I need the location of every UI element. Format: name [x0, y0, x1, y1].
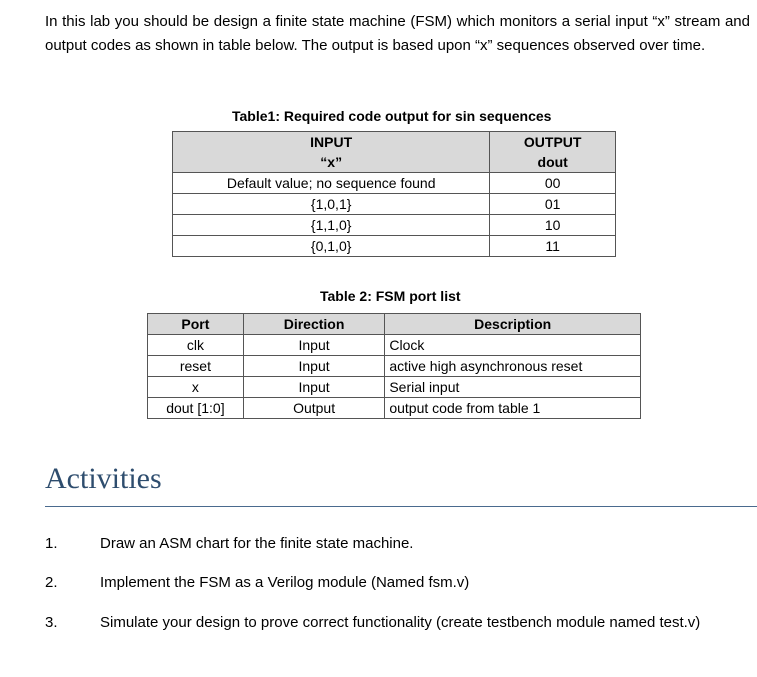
list-number: 3.: [45, 614, 58, 631]
port-cell: clk: [148, 335, 244, 356]
table1-caption: Table1: Required code output for sin sequences: [232, 108, 552, 124]
description-header: Description: [385, 314, 641, 335]
port-cell: dout [1:0]: [148, 398, 244, 419]
input-cell: Default value; no sequence found: [173, 173, 490, 194]
table-row: [148, 335, 641, 356]
table1-header: [173, 132, 616, 173]
table1: [172, 131, 616, 257]
direction-header: Direction: [243, 314, 385, 335]
intro-paragraph: In this lab you should be design a finite state machine (FSM) which monitors a serial input “x” stream and output codes as shown in table below. The output is based upon “x” sequences observed over time.: [45, 13, 750, 54]
table-row: [148, 377, 641, 398]
description-cell: Serial input: [385, 377, 641, 398]
port-header: Port: [148, 314, 244, 335]
list-number: 2.: [45, 574, 58, 591]
list-item: [45, 532, 757, 556]
input-cell: {0,1,0}: [173, 236, 490, 257]
output-cell: 00: [490, 173, 616, 194]
table-row: [173, 236, 616, 257]
table2-caption: Table 2: FSM port list: [320, 288, 461, 304]
activities-heading: Activities: [45, 462, 162, 495]
port-cell: reset: [148, 356, 244, 377]
table1-output-header: [490, 132, 616, 173]
input-cell: {1,1,0}: [173, 215, 490, 236]
list-text: Implement the FSM as a Verilog module (Named fsm.v): [100, 574, 470, 591]
description-cell: output code from table 1: [385, 398, 641, 419]
description-cell: Clock: [385, 335, 641, 356]
output-header-sublabel: dout: [537, 154, 568, 170]
list-text: Draw an ASM chart for the finite state machine.: [100, 535, 414, 552]
direction-cell: Output: [243, 398, 385, 419]
list-item: [45, 571, 757, 595]
table1-input-header: [173, 132, 490, 173]
description-cell: active high asynchronous reset: [385, 356, 641, 377]
direction-cell: Input: [243, 335, 385, 356]
input-header-label: INPUT: [310, 134, 353, 150]
table-row: [173, 194, 616, 215]
heading-divider: [45, 506, 757, 507]
output-header-label: OUTPUT: [523, 134, 582, 150]
output-cell: 11: [490, 236, 616, 257]
table-row: [148, 356, 641, 377]
output-cell: 01: [490, 194, 616, 215]
direction-cell: Input: [243, 356, 385, 377]
direction-cell: Input: [243, 377, 385, 398]
port-cell: x: [148, 377, 244, 398]
input-cell: {1,0,1}: [173, 194, 490, 215]
list-number: 1.: [45, 535, 58, 552]
list-item: [45, 611, 757, 659]
input-header-sublabel: “x”: [320, 154, 343, 170]
output-cell: 10: [490, 215, 616, 236]
table2-header: [148, 314, 641, 335]
table-row: [173, 215, 616, 236]
table-row: [173, 173, 616, 194]
table-row: [148, 398, 641, 419]
table2: [147, 313, 641, 419]
list-text: Simulate your design to prove correct functionality (create testbench module named test.v): [100, 614, 701, 631]
